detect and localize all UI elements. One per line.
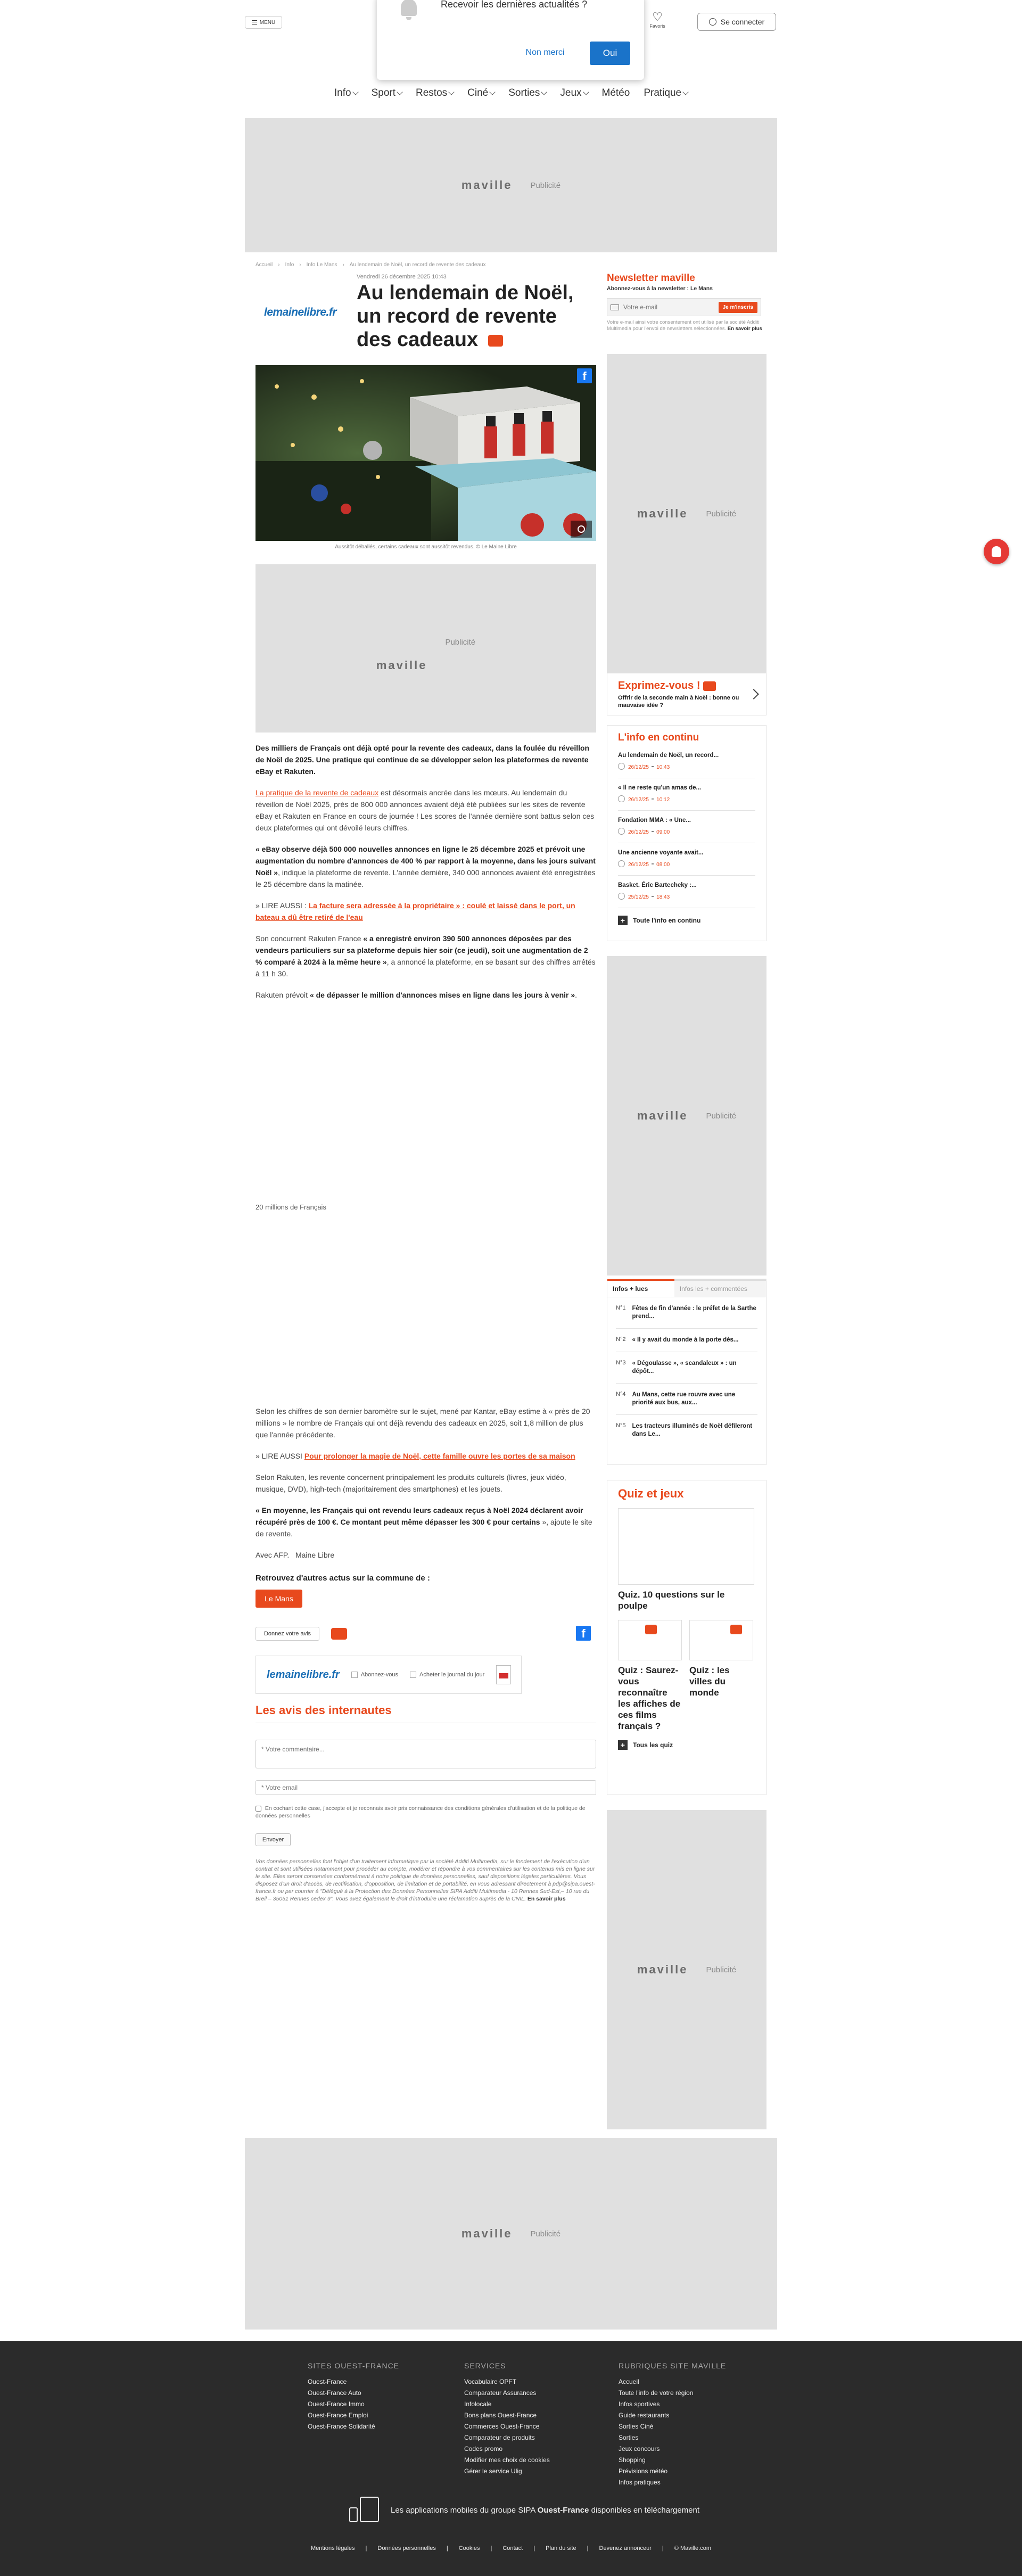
user-icon [709,18,716,26]
comments-legal: Vos données personnelles font l'objet d'un traitement informatique par la société Additi Multimedia, sur le fondement de l'exécution d'un contrat et sont utilisées notamment pour procéder au compte, modérer et répondre à vos commentaires sur les contenus mis en ligne sur le site. Elles seront conservées conformément à notre politique de données personnelles, sauf dispositions légales particulières. Vous disposez d'un droit d'accès, de rectification, d'opposition, de limitation et de portabilité, en vous adressant directement à pdp@sipa.ouest-france.fr ou par courrier à "Délégué à la Protection des Données Personnelles SIPA Additi Multimedia - 10 Rennes Sud-Est,– 10 rue du Breil – 35051 Rennes cedex 9". Vous avez également le droit d'introduire une réclamation auprès de la CNIL. En savoir plus [256,1858,595,1902]
footer-link[interactable]: Cookies [458,2545,480,2552]
favorites-link[interactable]: ♡ Favoris [644,11,671,33]
list-item[interactable]: « Il ne reste qu'un amas de... 26/12/25 - 10:12 [618,778,755,811]
article-paragraph: Selon les chiffres de son dernier baromètre sur le sujet, mené par Kantar, eBay estime à « près de 20 millions » le nombre de Français qui ont déjà revendu des cadeaux en 2025, soit 1,8 million de plus que l'année précédente. [256,1407,590,1439]
clock-icon [618,828,625,835]
lire-aussi-link[interactable]: La facture sera adressée à la propriétaire » : coulé et laissé dans le port, un bateau a dû être retiré de l'eau [256,901,575,921]
mobile-devices-icon [349,2497,381,2523]
list-item[interactable]: Fondation MMA : « Une... 26/12/25 - 09:00 [618,811,755,843]
most-read-card [607,1279,767,1465]
footer-link[interactable]: Contact [502,2545,523,2552]
clock-icon [618,795,625,802]
footer-link[interactable]: Modifier mes choix de cookies [464,2456,550,2464]
breadcrumb: Accueil › Info › Info Le Mans › Au lendemain de Noël, un record de revente des cadeaux [256,262,486,268]
subscribe-logo: lemainelibre.fr [267,1668,340,1681]
article-paragraph: Rakuten prévoit « de dépasser le million d'annonces mises en ligne dans les jours à venir ». [256,991,578,999]
footer-link[interactable]: Prévisions météo [619,2467,668,2475]
nav-item-sport[interactable]: Sport [372,85,402,101]
newsletter-subtitle: Abonnez-vous à la newsletter : Le Mans [607,285,713,292]
notification-message: Recevoir les dernières actualités ? [441,0,588,10]
footer-link[interactable]: Ouest-France Emploi [308,2412,368,2419]
ad-inline[interactable]: maville Publicité [256,564,596,733]
source-logo: lemainelibre.fr [264,306,337,318]
comment-bubble-icon [645,1625,657,1634]
footer-link[interactable]: Infos pratiques [619,2479,661,2486]
buy-journal-link[interactable]: Acheter le journal du jour [410,1672,484,1678]
give-opinion-button[interactable]: Donnez votre avis [256,1627,319,1641]
clock-icon [618,893,625,900]
submit-comment-button[interactable]: Envoyer [256,1833,291,1846]
footer-link[interactable]: Toute l'info de votre région [619,2389,694,2397]
footer-link[interactable]: Gérer le service Ulig [464,2467,522,2475]
mail-icon [611,304,619,310]
breadcrumb-info-le-mans[interactable]: Info Le Mans [306,262,337,268]
list-item[interactable]: Une ancienne voyante avait... 26/12/25 - 08:00 [618,843,755,876]
nav-item-info[interactable]: Info [334,85,358,101]
footer-link[interactable]: Comparateur de produits [464,2434,535,2441]
footer-link[interactable]: Mentions légales [310,2545,355,2552]
comments-title: Les avis des internautes [256,1703,392,1717]
image-caption: Aussitôt déballés, certains cadeaux sont aussitôt revendus. © Le Maine Libre [335,544,517,550]
notification-bell-button[interactable] [984,539,1009,564]
plus-icon: + [618,916,628,925]
expression-card[interactable] [607,673,767,715]
list-item[interactable]: N°4 Au Mans, cette rue rouvre avec une priorité aux bus, aux... [616,1384,757,1415]
chevron-down-icon [541,89,547,95]
clock-icon [618,860,625,867]
ad-banner-top[interactable]: maville Publicité [245,118,777,252]
comment-bubble-icon[interactable] [488,335,503,347]
footer-col-sites: SITES OUEST-FRANCE Ouest-France Ouest-France Auto Ouest-France Immo Ouest-France Emploi Ouest-France Solidarité [308,2361,399,2432]
list-item[interactable]: N°2 « Il y avait du monde à la porte dès... [616,1329,757,1352]
quiz-title: Quiz et jeux [618,1487,684,1500]
comment-bubble-icon[interactable] [331,1628,347,1640]
footer-link[interactable]: Guide restaurants [619,2412,670,2419]
newsletter-title: Newsletter maville [607,273,695,284]
footer-link[interactable]: Infolocale [464,2400,492,2408]
comment-bubble-icon [730,1625,742,1634]
embed-label: 20 millions de Français [256,1203,326,1211]
footer-bottom-links: Mentions légales | Données personnelles | Cookies | Contact | Plan du site | Devenez annonceur | © Maville.com [310,2545,712,2552]
breadcrumb-home[interactable]: Accueil [256,262,273,268]
footer-col-rubriques: RUBRIQUES SITE MAVILLE Accueil Toute l'info de votre région Infos sportives Guide restaurants Sorties Ciné Sorties Jeux concours Shopping Prévisions météo Infos pratiques [619,2361,726,2488]
footer-link[interactable]: Ouest-France Immo [308,2400,365,2408]
lire-aussi: » LIRE AUSSI Pour prolonger la magie de Noël, cette famille ouvre les portes de sa maison [256,1452,575,1460]
clock-icon [618,763,625,770]
nav-item-restos[interactable]: Restos [416,85,454,101]
footer-link[interactable]: Accueil [619,2378,639,2385]
footer-link[interactable]: Vocabulaire OPFT [464,2378,517,2385]
info-continu-card [607,725,767,941]
nav-item-jeux[interactable]: Jeux [560,85,588,101]
list-item[interactable]: N°5 Les tracteurs illuminés de Noël défileront dans Le... [616,1422,753,1437]
main-nav [0,85,1022,101]
footer-link[interactable]: Infos sportives [619,2400,660,2408]
chevron-down-icon [352,89,358,95]
article-date: Vendredi 26 décembre 2025 10:43 [357,274,447,280]
nav-item-meteo[interactable]: Météo [601,87,630,98]
footer [0,2341,1022,2576]
lire-aussi-link[interactable]: Pour prolonger la magie de Noël, cette famille ouvre les portes de sa maison [304,1452,575,1460]
chevron-down-icon [490,89,496,95]
accept-button[interactable]: Oui [590,42,630,65]
pdf-icon[interactable] [496,1665,511,1684]
hamburger-icon [252,20,257,24]
expression-title: Exprimez-vous ! [618,680,755,692]
chevron-down-icon [448,89,454,95]
footer-link[interactable]: Ouest-France Solidarité [308,2423,375,2430]
ad-banner-bottom[interactable]: maville Publicité [245,2138,777,2330]
revente-link[interactable]: La pratique de la revente de cadeaux [256,788,379,797]
ad-sidebar-3[interactable]: maville Publicité [607,1810,767,2129]
tab-most-commented[interactable]: Infos les + commentées [674,1279,766,1297]
newsletter-email-input[interactable] [623,303,714,311]
tab-most-read[interactable]: Infos + lues [607,1279,674,1297]
footer-link[interactable]: Bons plans Ouest-France [464,2412,537,2419]
article-title: Au lendemain de Noël, un record de revente des cadeaux [357,282,574,351]
list-item[interactable]: Basket. Éric Bartecheky :... 25/12/25 - 18:43 [618,876,755,908]
footer-link[interactable]: Commerces Ouest-France [464,2423,540,2430]
list-item[interactable]: N°3 « Dégoulasse », « scandaleux » : un dépôt... [616,1352,757,1384]
footer-link[interactable]: Codes promo [464,2445,503,2452]
article-paragraph: La pratique de la revente de cadeaux est désormais ancrée dans les mœurs. Au lendemain du réveillon de Noël 2025, près de 800 000 annonces avaient déjà été publiées sur les sites de revente eBay et Rakuten en France en cours de journée ! Les scores de l'année dernière sont battus selon ces deux plateformes qui ont dévoilé leurs chiffres. [256,788,595,832]
notification-popup [377,0,644,80]
quiz-card [607,1480,767,1795]
footer-link[interactable]: Ouest-France [308,2378,347,2385]
quiz-item[interactable]: Quiz : Saurez-vous reconnaître les affiches de ces films français ? [618,1620,682,1732]
footer-link[interactable]: Shopping [619,2456,646,2464]
bell-icon [399,0,418,22]
consent-checkbox[interactable] [256,1806,261,1812]
all-quiz-link[interactable]: + Tous les quiz [618,1740,755,1750]
heart-icon: ♡ [652,10,663,23]
ad-sidebar-1[interactable]: maville Publicité [607,354,767,673]
footer-link[interactable]: Comparateur Assurances [464,2389,537,2397]
article-image[interactable] [256,365,596,541]
newsletter-form [607,298,761,316]
footer-link[interactable]: Sorties Ciné [619,2423,654,2430]
article-paragraph: Son concurrent Rakuten France « a enregistré environ 390 500 annonces déposées par des vendeurs particuliers sur sa plateforme depuis hier soir (ce jeudi), soit une augmentation de 2 % comparé à 2024 à la même heure », a annoncé la plateforme, en se basant sur des chiffres arrêtés à 11 h 30. [256,934,596,978]
bell-icon [992,546,1001,557]
footer-link[interactable]: Données personnelles [377,2545,436,2552]
newsletter-legal: Votre e-mail ainsi votre consentement ont utilisé par la société Additi Multimedia pour l'envoi de newsletters sélectionnées. En savoir plus [607,319,762,332]
ad-sidebar-2[interactable]: maville Publicité [607,956,767,1275]
article-paragraph: « eBay observe déjà 500 000 nouvelles annonces en ligne le 25 décembre 2025 et prévoit une augmentation du nombre d'annonces de 400 % par rapport à la moyenne, dans les jours suivant Noël », indique la plateforme de revente. L'année dernière, 340 000 annonces avaient été enregistrées le 25 décembre dans la matinée. [256,845,596,888]
login-button[interactable]: Se connecter [697,13,776,31]
plus-icon: + [618,1740,628,1750]
chevron-down-icon [397,89,402,95]
footer-link[interactable]: Devenez annonceur [599,2545,652,2552]
nav-item-sorties[interactable]: Sorties [508,85,546,101]
article-paragraph: Selon Rakuten, les revente concernent principalement les produits culturels (livres, jeux vidéo, musique, DVD), high-tech (majoritairement des smartphones) et les jouets. [256,1473,566,1493]
quiz-main-image[interactable] [618,1508,754,1585]
article-lead: Des milliers de Français ont déjà opté pour la revente des cadeaux, dans la foulée du réveillon de Noël de 2025. Une pratique qui continue de se développer selon les plateformes de revente eBay et Rakuten. [256,744,590,776]
facebook-share-icon[interactable]: f [577,368,592,383]
newsletter-subscribe-button[interactable]: Je m'inscris [719,302,757,313]
consent-row: En cochant cette case, j'accepte et je reconnais avoir pris connaissance des conditions générales d'utilisation et de la politique de données personnelles [256,1805,586,1819]
nav-item-pratique[interactable]: Pratique [644,85,688,101]
breadcrumb-info[interactable]: Info [285,262,294,268]
comment-email-input[interactable] [256,1780,596,1795]
footer-link[interactable]: Plan du site [546,2545,576,2552]
lire-aussi: » LIRE AUSSI : La facture sera adressée à la propriétaire » : coulé et laissé dans le port, un bateau a dû être retiré de l'eau [256,901,575,921]
article-paragraph: « En moyenne, les Français qui ont revendu leurs cadeaux reçus à Noël 2024 déclarent avoir récupéré près de 100 €. Ce montant peut même dépasser les 300 € pour certains », ajoute le site de revente. [256,1506,592,1538]
footer-link[interactable]: Ouest-France Auto [308,2389,361,2397]
gift-image [256,365,596,541]
zoom-icon[interactable] [571,521,592,538]
expression-question: Offrir de la seconde main à Noël : bonne ou mauvaise idée ? [618,695,739,709]
subscribe-link[interactable]: Abonnez-vous [351,1672,398,1678]
decline-button[interactable]: Non merci [525,48,565,57]
quiz-item[interactable]: Quiz : les villes du monde [689,1620,753,1732]
breadcrumb-current: Au lendemain de Noël, un record de revente des cadeaux [349,262,486,268]
comment-textarea[interactable] [256,1740,596,1768]
footer-copyright: © Maville.com [674,2545,712,2552]
commune-button[interactable]: Le Mans [256,1590,302,1608]
chevron-down-icon [583,89,589,95]
list-item[interactable]: Au lendemain de Noël, un record... 26/12/25 - 10:43 [618,746,755,778]
footer-link[interactable]: Sorties [619,2434,639,2441]
list-item[interactable]: N°1 Fêtes de fin d'année : le préfet de la Sarthe prend... [616,1297,757,1329]
legal-more-link[interactable]: En savoir plus [527,1896,566,1902]
apps-banner[interactable]: Les applications mobiles du groupe SIPA Ouest-France disponibles en téléchargement [349,2497,699,2523]
comment-bubble-icon [703,681,716,691]
chevron-down-icon [682,89,688,95]
all-info-link[interactable]: + Toute l'info en continu [618,916,755,925]
info-continu-title: L'info en continu [618,732,699,743]
footer-col-services: SERVICES Vocabulaire OPFT Comparateur Assurances Infolocale Bons plans Ouest-France Commerces Ouest-France Comparateur de produits Codes promo Modifier mes choix de cookies Gérer le service Ulig [464,2361,550,2477]
subscribe-box [256,1656,522,1694]
facebook-share-icon[interactable]: f [576,1626,591,1641]
footer-link[interactable]: Jeux concours [619,2445,660,2452]
nav-item-cine[interactable]: Ciné [467,85,494,101]
commune-title: Retrouvez d'autres actus sur la commune de : [256,1574,430,1583]
article-signature: Avec AFP. Maine Libre [256,1551,335,1559]
newsletter-more-link[interactable]: En savoir plus [727,326,762,332]
quiz-main-title[interactable]: Quiz. 10 questions sur le poulpe [618,1590,725,1611]
article-body-2 [256,1405,596,1570]
menu-button[interactable]: MENU [245,16,282,29]
article-body [256,742,596,1010]
